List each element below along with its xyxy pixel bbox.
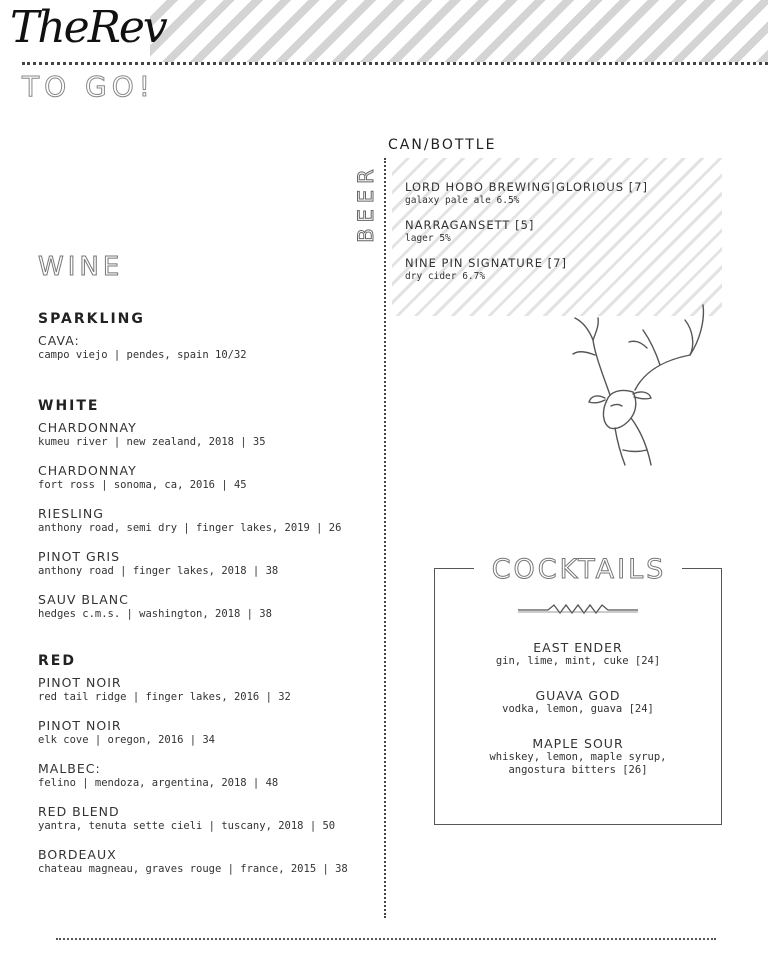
item-name: PINOT GRIS xyxy=(38,549,121,564)
item-name: EAST ENDER xyxy=(533,640,623,655)
wine-section-sparkling xyxy=(38,311,247,376)
item-name: PINOT NOIR xyxy=(38,718,122,733)
list-item xyxy=(38,420,341,449)
zigzag-divider-icon xyxy=(518,602,638,616)
item-name: MAPLE SOUR xyxy=(532,736,624,751)
section-heading: WHITE xyxy=(38,398,100,414)
item-name: CAVA: xyxy=(38,333,80,348)
list-item xyxy=(38,718,348,747)
header-stripes xyxy=(150,0,768,62)
item-desc: yantra, tenuta sette cieli | tuscany, 2018 | 50 xyxy=(38,820,336,832)
item-desc: galaxy pale ale 6.5% xyxy=(405,195,520,206)
item-name: GUAVA GOD xyxy=(535,688,621,703)
page-subtitle: TO GO! xyxy=(22,70,156,103)
list-item xyxy=(38,333,247,362)
beer-list xyxy=(405,180,648,294)
item-name: SAUV BLANC xyxy=(38,592,129,607)
list-item xyxy=(405,180,648,207)
item-desc: dry cider 6.7% xyxy=(405,271,486,282)
item-name: RIESLING xyxy=(38,506,104,521)
logo: TheRev xyxy=(10,2,166,53)
item-desc: fort ross | sonoma, ca, 2016 | 45 xyxy=(38,479,247,491)
list-item xyxy=(38,847,348,876)
list-item xyxy=(405,256,648,283)
item-desc: angostura bitters [26] xyxy=(508,764,648,776)
footer-dotted-divider xyxy=(56,938,716,940)
wine-section-white xyxy=(38,398,341,635)
item-desc: vodka, lemon, guava [24] xyxy=(502,703,654,715)
item-desc: red tail ridge | finger lakes, 2016 | 32 xyxy=(38,691,291,703)
list-item xyxy=(38,761,348,790)
item-name: CHARDONNAY xyxy=(38,420,137,435)
item-desc: lager 5% xyxy=(405,233,451,244)
list-item xyxy=(435,688,721,716)
item-name: RED BLEND xyxy=(38,804,120,819)
item-desc: whiskey, lemon, maple syrup, xyxy=(489,751,667,763)
item-desc: elk cove | oregon, 2016 | 34 xyxy=(38,734,216,746)
list-item xyxy=(38,463,341,492)
list-item xyxy=(435,640,721,668)
list-item xyxy=(405,218,648,245)
item-desc: anthony road, semi dry | finger lakes, 2019 | 26 xyxy=(38,522,342,534)
item-desc: chateau magneau, graves rouge | france, 2015 | 38 xyxy=(38,863,348,875)
item-name: MALBEC: xyxy=(38,761,101,776)
wine-title: WINE xyxy=(38,252,124,282)
deer-head-icon xyxy=(565,300,715,470)
item-name: LORD HOBO BREWING|GLORIOUS [7] xyxy=(405,180,648,194)
item-name: PINOT NOIR xyxy=(38,675,122,690)
cocktails-title xyxy=(435,554,723,585)
column-divider xyxy=(384,158,386,918)
item-desc: gin, lime, mint, cuke [24] xyxy=(495,655,661,667)
list-item xyxy=(435,736,721,777)
header-dotted-divider xyxy=(22,62,768,65)
item-name: BORDEAUX xyxy=(38,847,117,862)
beer-label-text: BEER xyxy=(354,163,378,243)
list-item xyxy=(38,804,348,833)
section-heading: SPARKLING xyxy=(38,311,145,327)
item-desc: hedges c.m.s. | washington, 2018 | 38 xyxy=(38,608,272,620)
list-item xyxy=(38,675,348,704)
list-item xyxy=(38,506,341,535)
list-item xyxy=(38,549,341,578)
item-desc: kumeu river | new zealand, 2018 | 35 xyxy=(38,436,266,448)
wine-section-red xyxy=(38,653,348,890)
item-desc: felino | mendoza, argentina, 2018 | 48 xyxy=(38,777,279,789)
item-name: NINE PIN SIGNATURE [7] xyxy=(405,256,567,270)
cocktail-list xyxy=(435,640,721,797)
list-item xyxy=(38,592,341,621)
item-name: CHARDONNAY xyxy=(38,463,137,478)
item-name: NARRAGANSETT [5] xyxy=(405,218,535,232)
item-desc: campo viejo | pendes, spain 10/32 xyxy=(38,349,247,361)
section-heading: RED xyxy=(38,653,76,669)
cocktails-title-text: COCKTAILS xyxy=(491,554,667,585)
cocktails-box xyxy=(434,554,722,825)
beer-label xyxy=(352,158,380,248)
item-desc: anthony road | finger lakes, 2018 | 38 xyxy=(38,565,279,577)
beer-heading: CAN/BOTTLE xyxy=(388,137,497,153)
